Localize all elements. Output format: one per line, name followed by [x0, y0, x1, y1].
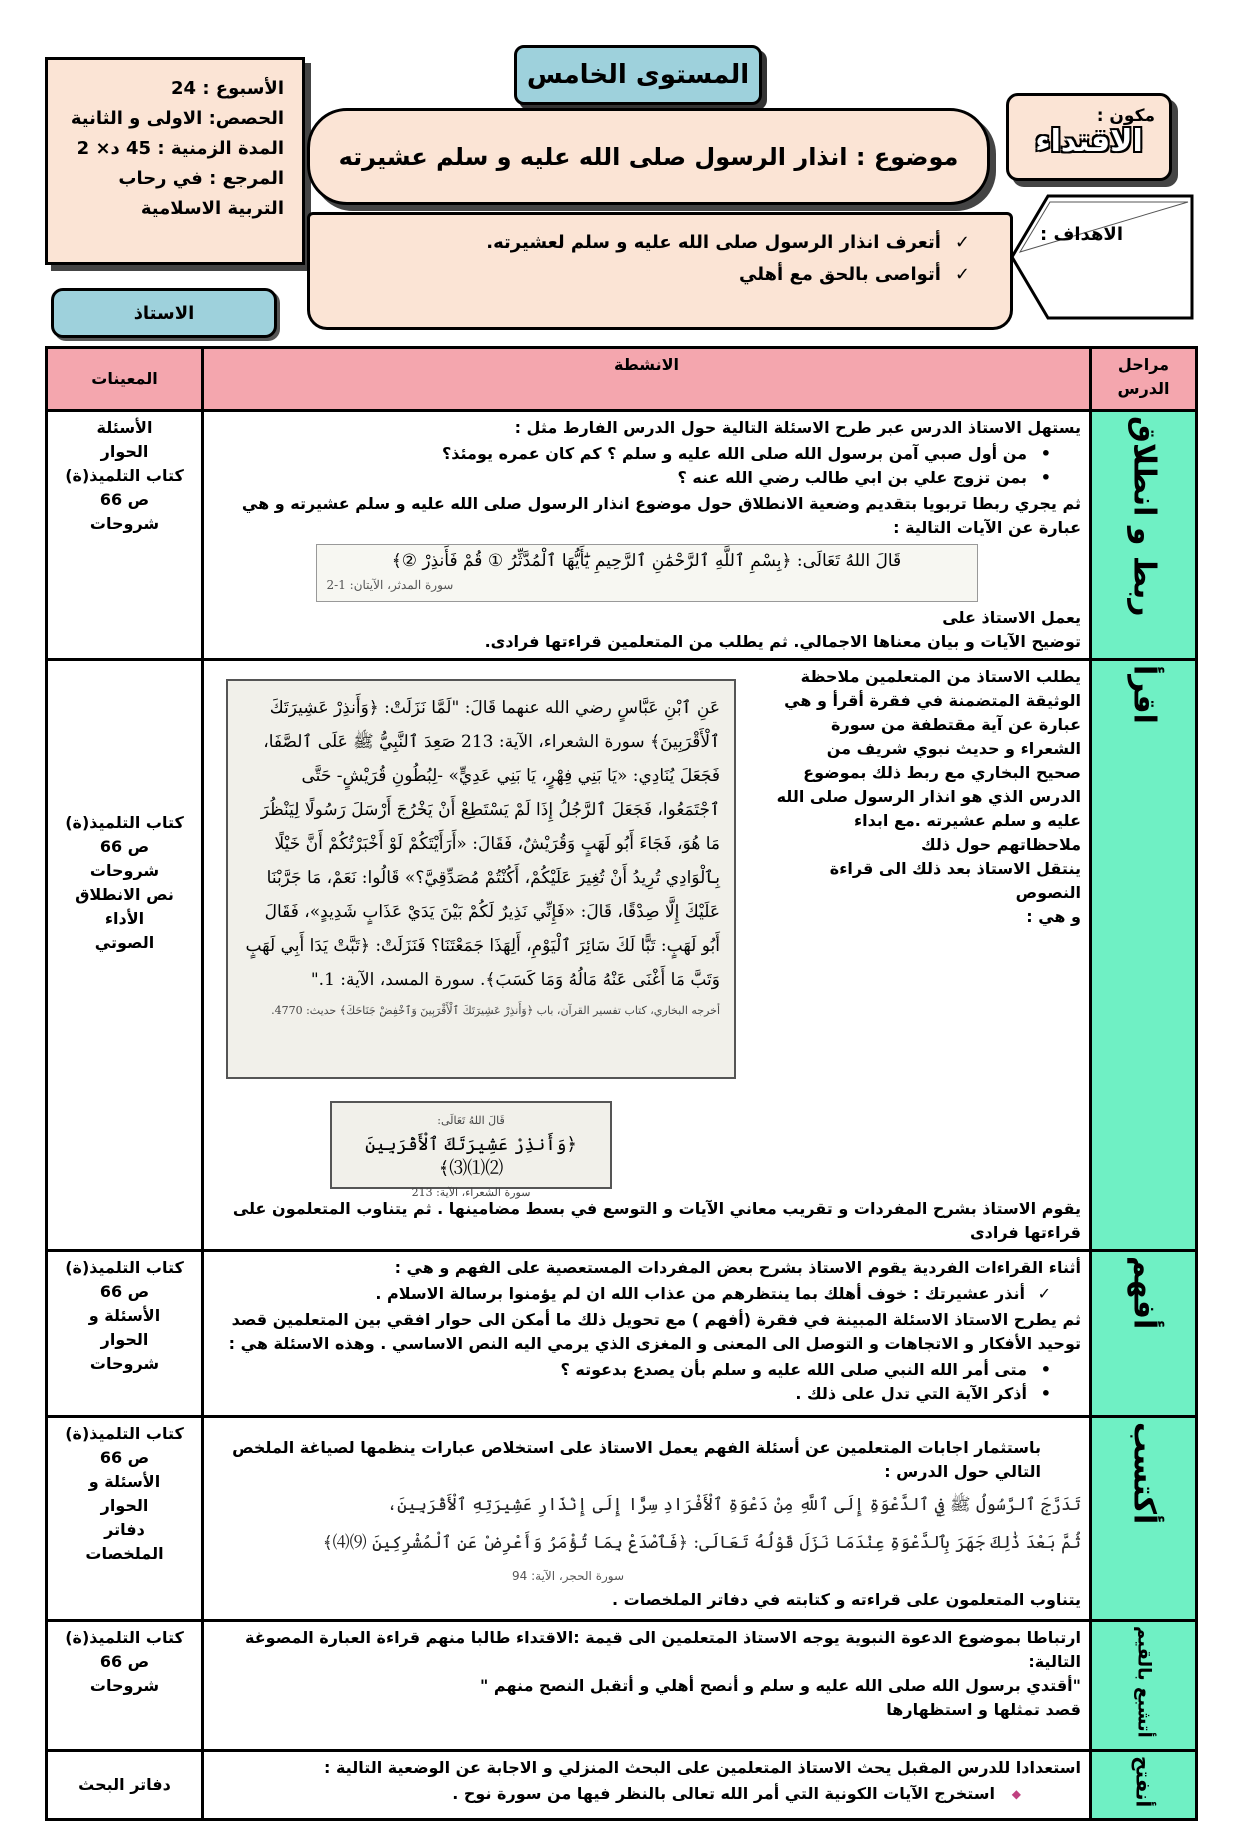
hadith-text: عَنِ ٱبْنِ عَبَّاسٍ رضي الله عنهما قَالَ: "لَمَّا نَزَلَتْ: ﴿وَأَنذِرْ عَشِيرَتَكَ ٱلْأَقْرَبِينَ﴾ سورة الشعراء، الآية: 213 صَعِدَ ٱلنَّبِيُّ ﷺ عَلَى ٱلصَّفَا، فَجَعَلَ يُنَادِي: «يَا بَنِي فِهْرٍ، يَا بَنِي عَدِيٍّ» -لِبُطُونِ قُرَيْشٍ- حَتَّى ٱجْتَمَعُوا، فَجَعَلَ ٱلرَّجُلُ إِذَا لَمْ يَسْتَطِعْ أَنْ يَخْرُجَ أَرْسَلَ رَسُولًا لِيَنْظُرَ مَا هُوَ، فَجَاءَ أَبُو لَهَبٍ وَقُرَيْشٌ، فَقَالَ: «أَرَأَيْتَكُمْ لَوْ أَخْبَرْتُكُمْ أَنَّ خَيْلًا بِٱلْوَادِي تُرِيدُ أَنْ تُغِيرَ عَلَيْكُمْ، أَكُنْتُمْ مُصَدِّقِيَّ؟» قَالُوا: نَعَمْ، مَا جَرَّبْنَا عَلَيْكَ إِلَّا صِدْقًا، قَالَ: «فَإِنِّي نَذِيرٌ لَكُمْ بَيْنَ يَدَيْ عَذَابٍ شَدِيدٍ»، فَقَالَ أَبُو لَهَبٍ: تَبًّا لَكَ سَائِرَ ٱلْيَوْمِ، أَلِهَذَا جَمَعْتَنَا؟ فَنَزَلَتْ: ﴿تَبَّتْ يَدَا أَبِي لَهَبٍ وَتَبَّ مَا أَغْنَى عَنْهُ مَالُهُ وَمَا كَسَبَ﴾. سورة المسد، الآية: 1.": [245, 698, 720, 990]
activities-cell: [203, 1251, 1091, 1417]
teacher-label: الاستاذ: [51, 288, 277, 338]
stage-label: ربط و انطلاق: [1126, 416, 1162, 617]
summary-line-2: ثُمَّ بَعْدَ ذَٰلِكَ جَهَرَ بِٱلدَّعْوَةِ عِنْدَمَا نَزَلَ قَوْلُهُ تَعَالَى: ﴿فَٱصْدَعْ بِمَا تُؤْمَرُ وَأَعْرِضْ عَنِ ٱلْمُشْرِكِينَ ⑼⑷﴾: [322, 1533, 1081, 1553]
activities-cell: [203, 660, 1091, 1251]
row-line-2: "أقتدي برسول الله صلى الله عليه و سلم و أنصح أهلي و أتقبل النصح منهم ": [480, 1676, 1081, 1695]
sessions: الحصص: الاولى و الثانية: [70, 108, 284, 129]
summary-line-1: تَدَرَّجَ ٱلرَّسُولُ ﷺ فِي ٱلدَّعْوَةِ إِلَى ٱللَّهِ مِنْ دَعْوَةِ ٱلْأَفْرَادِ سِرًّا إِلَى إِنْذَارِ عَشِيرَتِهِ ٱلْأَقْرَبِينَ،: [387, 1495, 1081, 1515]
list-item: • أذكر الآية التي تدل على ذلك .: [212, 1382, 1051, 1406]
stage-cell: [1091, 1417, 1197, 1621]
vocab-list: [212, 1282, 1051, 1306]
question-list: [212, 1358, 1051, 1406]
lesson-meta: [45, 57, 305, 265]
activities-cell: [203, 1750, 1091, 1819]
question-list: [212, 442, 1051, 490]
header-activities: الانشطة: [203, 348, 1091, 411]
mini-verse-text: ﴿وَأَنذِرْ عَشِيرَتَكَ ٱلْأَقْرَبِينَ ⑵⑴⑶﴾: [365, 1134, 577, 1179]
table-row: [47, 660, 1197, 1251]
table-row: [47, 1621, 1197, 1751]
list-item: • من أول صبي آمن برسول الله صلى الله عليه و سلم ؟ كم كان عمره يومئذ؟: [212, 442, 1051, 466]
reference-2: التربية الاسلامية: [140, 198, 284, 219]
task-list: [212, 1782, 1021, 1806]
stage-cell: [1091, 411, 1197, 660]
stage-cell: [1091, 1251, 1197, 1417]
stage-label: أنفتح: [1131, 1755, 1156, 1808]
lesson-table: [45, 346, 1198, 1821]
stage-label: أفهم: [1126, 1256, 1162, 1330]
resources-cell: دفاتر البحث: [47, 1750, 203, 1819]
lesson-subject: موضوع : انذار الرسول صلى الله عليه و سلم عشيرته: [307, 108, 990, 205]
list-item: ◆ استخرج الآيات الكونية التي أمر الله تعالى بالنظر فيها من سورة نوح .: [212, 1782, 1021, 1806]
component-value: الاقتداء: [1035, 124, 1143, 159]
row-para: ثم يطرح الاستاذ الاسئلة المبينة في فقرة (أفهم ) مع تحويل ذلك ما أمكن الى حوار افقي بين المتعلمين قصد توحيد الأفكار و الاتجاهات و التوصل الى المعنى و المغزى الذي يرمي اليه النص الاساسي . وهذه الاسئلة هي :: [228, 1310, 1081, 1353]
row-intro: يستهل الاستاذ الدرس عبر طرح الاسئلة التالية حول الدرس الفارط مثل :: [514, 418, 1081, 437]
resources-cell: كتاب التلميذ(ة) ص 66 الأسئلة و الحوار شروحات: [47, 1251, 203, 1417]
row-line-1: استعدادا للدرس المقبل يحث الاستاذ المتعلمين على البحث المنزلي و الاجابة عن الوضعية التالية :: [323, 1757, 1081, 1777]
stage-label: أتشبع بالقيم: [1133, 1626, 1155, 1738]
stage-label: أكتسب: [1126, 1422, 1162, 1525]
week: الأسبوع : 24: [171, 78, 284, 99]
verse-source: سورة المدثر، الآيتان: 1-2: [326, 578, 454, 592]
check-icon: ✓: [954, 232, 970, 253]
row-lines: يطلب الاستاذ من المتعلمين ملاحظة الوثيقة المتضمنة في فقرة أقرأ و هي عبارة عن آية مقتطفة من سورة الشعراء و حديث نبوي شريف من صحيح البخاري مع ربط ذلك بموضوع الدرس الذي هو انذار الرسول صلى الله عليه و سلم عشيرته .مع ابداء ملاحظاتهم حول ذلك ينتقل الاستاذ بعد ذلك الى قراءة النصوص و هي :: [776, 667, 1081, 926]
table-header-row: [47, 348, 1197, 411]
verse-text: قَالَ اللهُ تَعَالَى: ﴿بِسْمِ ٱللَّهِ ٱلرَّحْمَٰنِ ٱلرَّحِيمِ يَٰٓأَيُّهَا ٱلْمُدَّثِّرُ ① قُمْ فَأَنذِرْ ②﴾: [391, 551, 902, 571]
activities-cell: [203, 411, 1091, 660]
header-resources: المعينات: [47, 348, 203, 411]
hadith-box: [226, 679, 736, 1079]
resources-cell: كتاب التلميذ(ة) ص 66 شروحات نص الانطلاق الأداء الصوتي: [47, 660, 203, 1251]
hadith-source: أخرجه البخاري، كتاب تفسير القرآن، باب ﴿وَأَنذِرْ عَشِيرَتَكَ ٱلْأَقْرَبِينَ وَٱخْفِضْ جَنَاحَكَ﴾ حديث: 4770.: [271, 1004, 720, 1017]
verse-box: [316, 544, 978, 602]
mini-verse-box: [330, 1101, 612, 1199]
row-intro: باستثمار اجابات المتعلمين عن أسئلة الفهم يعمل الاستاذ على استخلاص عبارات ينظمها لصياغة الملخص التالي حول الدرس :: [232, 1438, 1041, 1481]
stage-cell: [1091, 1621, 1197, 1751]
goal-item: ✓أتواصى بالحق مع أهلي: [738, 264, 970, 285]
table-row: [47, 1750, 1197, 1819]
row-outro: يقوم الاستاذ بشرح المفردات و تقريب معاني الآيات و التوسع في بسط مضامينها . ثم يتناوب المتعلمون على قراءتها فرادى: [232, 1199, 1081, 1242]
goals-arrow-icon: [1012, 192, 1200, 322]
table-row: [47, 411, 1197, 660]
goals-label: الاهداف :: [1040, 224, 1123, 245]
activities-cell: [203, 1621, 1091, 1751]
duration: المدة الزمنية : 45 د× 2: [76, 138, 284, 159]
mini-verse-head: قَالَ اللهُ تَعَالَى:: [437, 1114, 505, 1127]
component-box: [1006, 93, 1172, 181]
resources-cell: كتاب التلميذ(ة) ص 66 شروحات: [47, 1621, 203, 1751]
stage-cell: [1091, 660, 1197, 1251]
list-item: ✓ أنذر عشيرتك : خوف أهلك بما ينتظرهم من عذاب الله ان لم يؤمنوا برسالة الاسلام .: [212, 1282, 1051, 1306]
reference: المرجع : في رحاب: [118, 168, 284, 189]
header-stage: مراحل الدرس: [1091, 348, 1197, 411]
level-title: المستوى الخامس: [514, 45, 762, 105]
mini-verse-source: سورة الشعراء، الآية: 213: [411, 1186, 531, 1199]
list-item: • بمن تزوج علي بن ابي طالب رضي الله عنه ؟: [212, 466, 1051, 490]
summary-source: سورة الحجر، الآية: 94: [512, 1569, 625, 1583]
table-row: [47, 1417, 1197, 1621]
component-label: مكون :: [1096, 106, 1155, 126]
resources-cell: الأسئلة الحوار كتاب التلميذ(ة) ص 66 شروحات: [47, 411, 203, 660]
table-row: [47, 1251, 1197, 1417]
row-line-1: ارتباطا بموضوع الدعوة النبوية يوجه الاستاذ المتعلمين الى قيمة :الاقتداء طالبا منهم قراءة العبارة المصوغة التالية:: [245, 1628, 1081, 1671]
row-outro: يتناوب المتعلمون على قراءته و كتابته في دفاتر الملخصات .: [612, 1590, 1081, 1609]
list-item: • متى أمر الله النبي صلى الله عليه و سلم بأن يصدع بدعوته ؟: [212, 1358, 1051, 1382]
row-line-3: قصد تمثلها و استظهارها: [886, 1700, 1081, 1719]
stage-label: اقرأ: [1126, 665, 1162, 724]
goal-item: ✓أتعرف انذار الرسول صلى الله عليه و سلم لعشيرته.: [486, 232, 970, 253]
check-icon: ✓: [954, 264, 970, 285]
stage-cell: [1091, 1750, 1197, 1819]
goals-box: [307, 212, 1013, 330]
resources-cell: كتاب التلميذ(ة) ص 66 الأسئلة و الحوار دفاتر الملخصات: [47, 1417, 203, 1621]
row-intro: أثناء القراءات الفردية يقوم الاستاذ بشرح بعض المفردات المستعصية على الفهم و هي :: [394, 1258, 1081, 1277]
row-outro-2: توضيح الآيات و بيان معناها الاجمالي. ثم يطلب من المتعلمين قراءتها فرادى.: [484, 632, 1081, 651]
row-outro-1: يعمل الاستاذ على: [942, 608, 1081, 627]
row-para: ثم يجري ربطا تربويا بتقديم وضعية الانطلاق حول موضوع انذار الرسول صلى الله عليه و سلم عشيرته و هي عبارة عن الآيات التالية :: [241, 494, 1081, 537]
activities-cell: [203, 1417, 1091, 1621]
